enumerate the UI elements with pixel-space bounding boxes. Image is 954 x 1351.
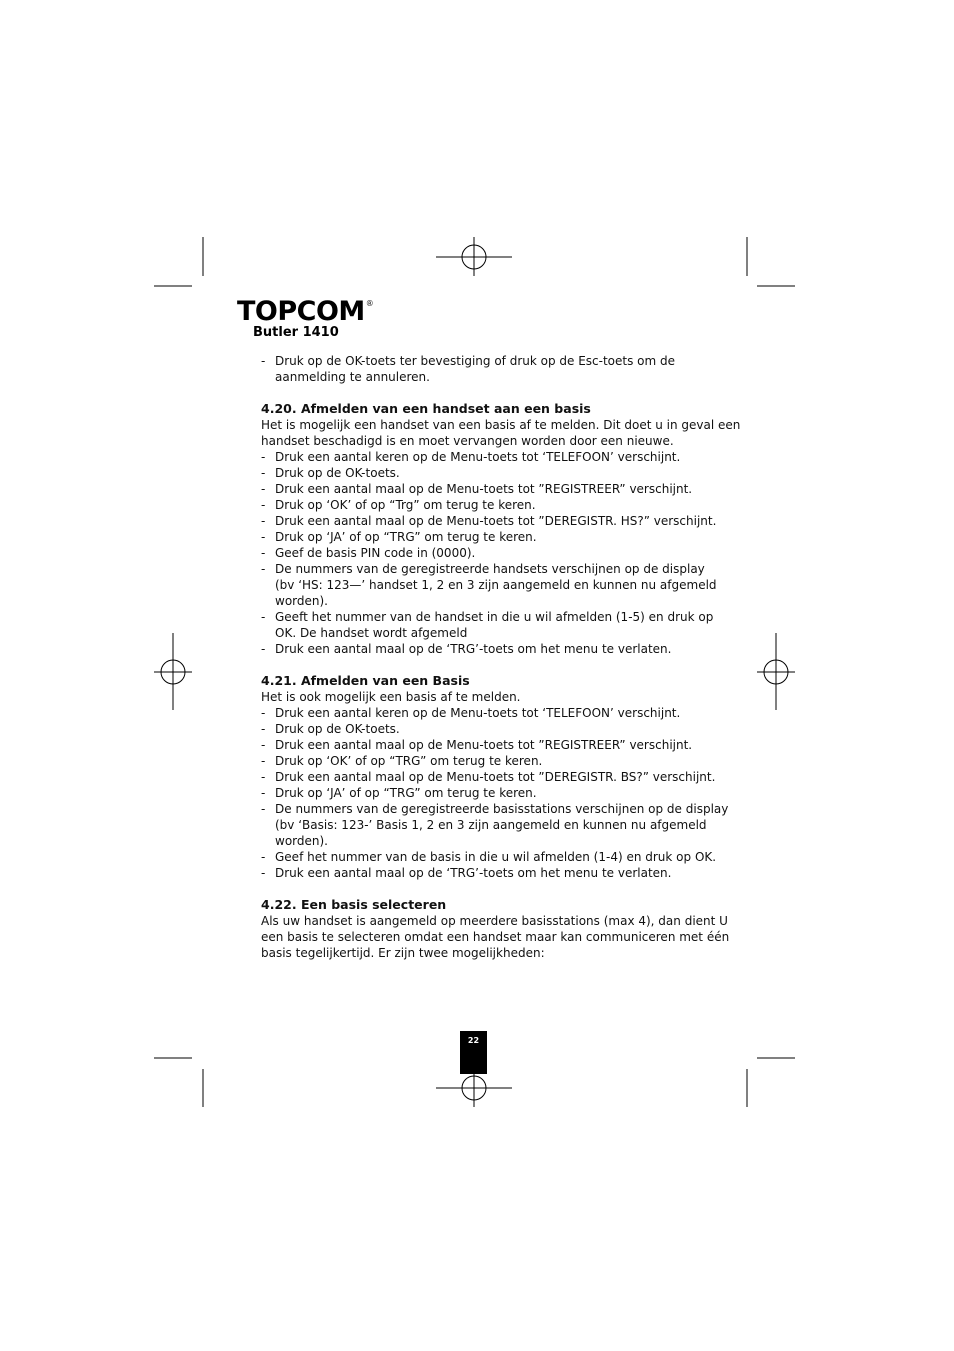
list-item-text: Druk een aantal maal op de Menu-toets tot ”REGISTREER” verschijnt. xyxy=(275,738,693,752)
list-item xyxy=(261,481,711,497)
list-item xyxy=(261,353,711,369)
bullet-dash: - xyxy=(261,850,266,864)
bullet-dash: - xyxy=(261,530,266,544)
bullet-dash: - xyxy=(261,706,266,720)
list-item xyxy=(261,449,711,465)
list-item-continuation xyxy=(261,577,717,593)
list-item xyxy=(261,769,716,785)
topcom-logo xyxy=(237,297,374,327)
list-item-text: worden). xyxy=(275,834,328,848)
bullet-dash: - xyxy=(261,802,266,816)
bullet-dash: - xyxy=(261,482,266,496)
list-item-text: Druk op de OK-toets ter bevestiging of druk op de Esc-toets om de xyxy=(275,354,676,368)
list-item-text: Druk op de OK-toets. xyxy=(275,466,400,480)
list-item xyxy=(261,753,711,769)
list-item-text: Druk op ‘OK’ of op “TRG” om terug te keren. xyxy=(275,754,543,768)
list-item-text: aanmelding te annuleren. xyxy=(275,370,430,384)
document-body xyxy=(261,353,741,961)
list-item-text: worden). xyxy=(275,594,328,608)
paragraph-line: Als uw handset is aangemeld op meerdere basisstations (max 4), dan dient U xyxy=(261,914,728,928)
list-item xyxy=(261,497,711,513)
paragraph-line: een basis te selecteren omdat een handset maar kan communiceren met één xyxy=(261,930,730,944)
model-name: Butler 1410 xyxy=(253,325,339,340)
registered-mark: ® xyxy=(365,299,374,308)
paragraph-line: handset beschadigd is en moet vervangen worden door een nieuwe. xyxy=(261,434,674,448)
section-heading: 4.22. Een basis selecteren xyxy=(261,897,447,912)
list-item xyxy=(261,545,711,561)
section xyxy=(261,401,741,657)
list-item-text: Druk een aantal maal op de ‘TRG’-toets om het menu te verlaten. xyxy=(275,866,672,880)
section-heading: 4.20. Afmelden van een handset aan een basis xyxy=(261,401,591,416)
bullet-dash: - xyxy=(261,786,266,800)
page-number: 22 xyxy=(460,1031,487,1074)
list-item-text: Druk een aantal maal op de Menu-toets tot ”REGISTREER” verschijnt. xyxy=(275,482,693,496)
bullet-dash: - xyxy=(261,546,266,560)
list-item-text: Geeft het nummer van de handset in die u wil afmelden (1-5) en druk op xyxy=(275,610,714,624)
bullet-dash: - xyxy=(261,610,266,624)
list-item-text: OK. De handset wordt afgemeld xyxy=(275,626,468,640)
list-item-text: Druk een aantal maal op de Menu-toets tot ”DEREGISTR. HS?” verschijnt. xyxy=(275,514,717,528)
list-item-text: Druk op ‘OK’ of op “Trg” om terug te keren. xyxy=(275,498,536,512)
list-item-text: Geef de basis PIN code in (0000). xyxy=(275,546,476,560)
section xyxy=(261,673,729,881)
list-item-text: Druk op ‘JA’ of op “TRG” om terug te keren. xyxy=(275,786,537,800)
bullet-dash: - xyxy=(261,770,266,784)
list-item xyxy=(261,609,714,625)
list-item xyxy=(261,849,717,865)
bullet-dash: - xyxy=(261,754,266,768)
paragraph-line: Het is mogelijk een handset van een basis af te melden. Dit doet u in geval een xyxy=(261,418,741,432)
bullet-dash: - xyxy=(261,866,266,880)
list-item-continuation xyxy=(261,625,711,641)
list-item xyxy=(261,801,729,817)
list-item-text: Druk een aantal keren op de Menu-toets tot ‘TELEFOON’ verschijnt. xyxy=(275,450,681,464)
bullet-dash: - xyxy=(261,466,266,480)
paragraph-line: Het is ook mogelijk een basis af te melden. xyxy=(261,690,521,704)
bullet-dash: - xyxy=(261,354,266,368)
list-item xyxy=(261,529,711,545)
list-item-text: (bv ‘HS: 123—’ handset 1, 2 en 3 zijn aangemeld en kunnen nu afgemeld xyxy=(275,578,717,592)
list-item xyxy=(261,561,711,577)
list-item xyxy=(261,721,711,737)
list-item xyxy=(261,865,711,881)
bullet-dash: - xyxy=(261,498,266,512)
bullet-dash: - xyxy=(261,722,266,736)
bullet-dash: - xyxy=(261,450,266,464)
list-item-text: De nummers van de geregistreerde handsets verschijnen op de display xyxy=(275,562,705,576)
list-item-text: Geef het nummer van de basis in die u wil afmelden (1-4) en druk op OK. xyxy=(275,850,717,864)
list-item-continuation xyxy=(261,817,711,833)
bullet-dash: - xyxy=(261,514,266,528)
list-item-text: (bv ‘Basis: 123-’ Basis 1, 2 en 3 zijn aangemeld en kunnen nu afgemeld xyxy=(275,818,707,832)
list-item-text: Druk op de OK-toets. xyxy=(275,722,400,736)
list-item xyxy=(261,737,711,753)
list-item xyxy=(261,641,711,657)
bullet-dash: - xyxy=(261,642,266,656)
bullet-dash: - xyxy=(261,738,266,752)
logo-wordmark: TOPCOM xyxy=(237,296,365,327)
list-item xyxy=(261,785,711,801)
list-item xyxy=(261,513,717,529)
list-item-continuation xyxy=(261,369,711,385)
section-heading: 4.21. Afmelden van een Basis xyxy=(261,673,470,688)
list-item-continuation xyxy=(261,593,711,609)
section xyxy=(261,897,730,961)
list-item xyxy=(261,465,711,481)
list-item-text: Druk een aantal keren op de Menu-toets tot ‘TELEFOON’ verschijnt. xyxy=(275,706,681,720)
list-item-text: Druk een aantal maal op de Menu-toets tot ”DEREGISTR. BS?” verschijnt. xyxy=(275,770,716,784)
list-item xyxy=(261,705,711,721)
bullet-dash: - xyxy=(261,562,266,576)
paragraph-line: basis tegelijkertijd. Er zijn twee mogelijkheden: xyxy=(261,946,545,960)
list-item-continuation xyxy=(261,833,711,849)
list-item-text: Druk een aantal maal op de ‘TRG’-toets om het menu te verlaten. xyxy=(275,642,672,656)
section xyxy=(261,353,711,385)
list-item-text: De nummers van de geregistreerde basisstations verschijnen op de display xyxy=(275,802,729,816)
list-item-text: Druk op ‘JA’ of op “TRG” om terug te keren. xyxy=(275,530,537,544)
